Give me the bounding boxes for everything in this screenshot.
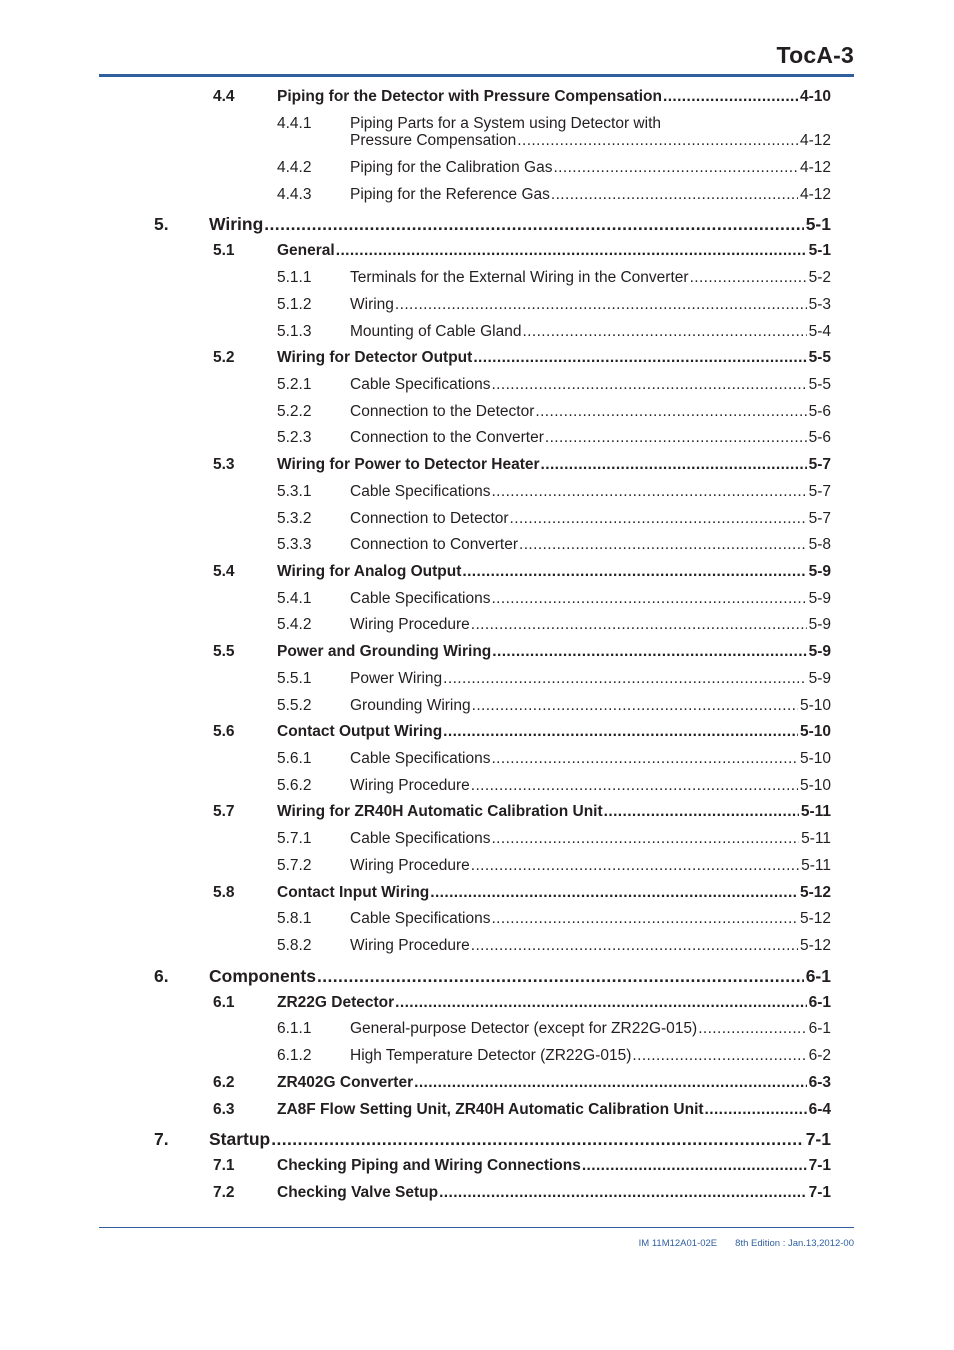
toc-entry-title: Wiring for Analog Output (277, 563, 462, 580)
toc-entry-number: 5.2 (213, 349, 235, 366)
toc-entry-number: 7.1 (213, 1157, 235, 1174)
toc-entry-number: 5.6.1 (277, 750, 312, 767)
dot-leader (472, 697, 798, 715)
toc-entry-title: Power and Grounding Wiring (277, 643, 492, 660)
toc-entry-page: 5-7 (808, 510, 831, 527)
toc-entry-page: 5-9 (808, 563, 831, 580)
toc-entry-page: 4-12 (799, 159, 831, 176)
toc-entry-title: Cable Specifications (350, 483, 491, 500)
toc-entry-number: 6.2 (213, 1074, 235, 1091)
toc-entry-number: 4.4 (213, 88, 235, 105)
toc-entry-page: 5-1 (805, 214, 831, 234)
dot-leader (336, 242, 807, 260)
toc-entry-level-3[interactable] (350, 750, 831, 768)
toc-entry-number: 5.3 (213, 456, 235, 473)
toc-entry-title: Piping for the Calibration Gas (350, 159, 553, 176)
toc-entry-level-3[interactable] (350, 132, 831, 150)
toc-entry-number: 5.1.1 (277, 269, 312, 286)
toc-entry-number: 6.1.2 (277, 1047, 312, 1064)
toc-entry-page: 5-6 (808, 403, 831, 420)
toc-entry-number: 5.7.1 (277, 830, 312, 847)
toc-entry-level-3[interactable] (350, 429, 831, 447)
toc-entry-number: 5.6 (213, 723, 235, 740)
toc-entry-number: 6.1 (213, 994, 235, 1011)
toc-entry-title: Wiring Procedure (350, 937, 470, 954)
dot-leader (492, 643, 806, 661)
toc-entry-page: 6-3 (808, 1074, 831, 1091)
dot-leader (491, 590, 806, 608)
toc-entry-page: 5-3 (808, 296, 831, 313)
toc-entry-page: 5-11 (801, 857, 831, 874)
toc-entry-page: 6-1 (808, 994, 831, 1011)
toc-entry-page: 5-10 (799, 697, 831, 714)
dot-leader (632, 1047, 806, 1065)
toc-entry-title: Checking Valve Setup (277, 1184, 439, 1201)
toc-entry-number: 5.4.1 (277, 590, 312, 607)
dot-leader (264, 214, 803, 235)
toc-entry-level-3[interactable] (350, 1047, 831, 1065)
toc-entry-title: Terminals for the External Wiring in the Converter (350, 269, 689, 286)
toc-entry-level-3[interactable] (350, 483, 831, 501)
toc-entry-title: Piping for the Reference Gas (350, 186, 550, 203)
dot-leader (430, 884, 798, 902)
dot-leader (395, 296, 807, 314)
toc-entry-page: 5-9 (808, 616, 831, 633)
toc-entry-level-2[interactable] (277, 1074, 831, 1092)
dot-leader (545, 429, 807, 447)
toc-entry-level-3[interactable] (350, 510, 831, 528)
toc-entry-page: 4-12 (799, 186, 831, 203)
toc-entry-page: 5-4 (808, 323, 831, 340)
toc-entry-title: Power Wiring (350, 670, 443, 687)
toc-entry-level-1[interactable] (209, 214, 831, 235)
toc-entry-title: Wiring (209, 214, 264, 234)
toc-entry-page: 5-9 (808, 590, 831, 607)
toc-entry-page: 7-1 (805, 1129, 831, 1149)
toc-entry-level-2[interactable] (277, 803, 831, 821)
toc-entry-page: 6-1 (805, 966, 831, 986)
toc-entry-page: 5-7 (808, 456, 831, 473)
toc-entry-title: ZR402G Converter (277, 1074, 414, 1091)
toc-entry-title: Wiring (350, 296, 394, 313)
toc-entry-level-3[interactable] (350, 323, 831, 341)
toc-entry-page: 6-2 (808, 1047, 831, 1064)
dot-leader (462, 563, 806, 581)
dot-leader (491, 483, 806, 501)
toc-entry-number: 5.4.2 (277, 616, 312, 633)
toc-entry-level-3[interactable] (350, 296, 831, 314)
toc-entry-title: Wiring Procedure (350, 616, 470, 633)
toc-entry-page: 5-9 (808, 670, 831, 687)
toc-entry-number: 5.1.2 (277, 296, 312, 313)
toc-entry-page: 5-12 (799, 884, 831, 901)
toc-entry-level-3[interactable] (350, 670, 831, 688)
dot-leader (510, 510, 807, 528)
toc-entry-page: 6-1 (808, 1020, 831, 1037)
toc-entry-number: 4.4.3 (277, 186, 312, 203)
toc-entry-number: 5.5.2 (277, 697, 312, 714)
dot-leader (443, 670, 806, 688)
dot-leader (439, 1184, 807, 1202)
dot-leader (473, 349, 806, 367)
toc-entry-page: 5-6 (808, 429, 831, 446)
toc-entry-page: 5-5 (808, 349, 831, 366)
toc-entry-level-3[interactable] (350, 376, 831, 394)
dot-leader (471, 857, 799, 875)
toc-entry-page: 6-4 (808, 1101, 831, 1118)
toc-entry-title: Piping for the Detector with Pressure Compensation (277, 88, 662, 105)
toc-entry-number: 6. (154, 966, 169, 986)
toc-entry-number: 5.1.3 (277, 323, 312, 340)
dot-leader (395, 994, 806, 1012)
toc-entry-number: 4.4.2 (277, 159, 312, 176)
toc-entry-level-1[interactable] (209, 966, 831, 987)
toc-entry-level-2[interactable] (277, 1184, 831, 1202)
toc-entry-title: Checking Piping and Wiring Connections (277, 1157, 581, 1174)
toc-entry-level-2[interactable] (277, 349, 831, 367)
dot-leader (414, 1074, 806, 1092)
toc-entry-number: 6.3 (213, 1101, 235, 1118)
dot-leader (519, 536, 807, 554)
toc-entry-title: Cable Specifications (350, 910, 491, 927)
dot-leader (491, 376, 806, 394)
toc-entry-number: 5.3.2 (277, 510, 312, 527)
toc-entry-number: 5.6.2 (277, 777, 312, 794)
toc-entry-page: 5-1 (808, 242, 831, 259)
toc-entry-title: Connection to Detector (350, 510, 509, 527)
toc-entry-number: 5.5 (213, 643, 235, 660)
toc-entry-number: 5. (154, 214, 169, 234)
toc-entry-page: 5-7 (808, 483, 831, 500)
toc-entry-level-3[interactable] (350, 590, 831, 608)
toc-entry-number: 5.8 (213, 884, 235, 901)
toc-entry-number: 6.1.1 (277, 1020, 312, 1037)
page-id: TocA-3 (776, 42, 854, 68)
toc-entry-title: Connection to Converter (350, 536, 519, 553)
dot-leader (698, 1020, 806, 1038)
toc-entry-level-2[interactable] (277, 242, 831, 260)
dot-leader (517, 132, 798, 150)
dot-leader (551, 186, 798, 204)
toc-entry-level-3[interactable] (350, 937, 831, 955)
dot-leader (471, 777, 798, 795)
toc-entry-page: 7-1 (808, 1157, 831, 1174)
dot-leader (271, 1129, 803, 1150)
toc-entry-number: 5.3.1 (277, 483, 312, 500)
toc-entry-page: 5-11 (801, 830, 831, 847)
toc-entry-number: 5.1 (213, 242, 235, 259)
toc-entry-number: 5.7.2 (277, 857, 312, 874)
toc-entry-title: Startup (209, 1129, 271, 1149)
toc-entry-page: 4-12 (799, 132, 831, 149)
dot-leader (553, 159, 798, 177)
dot-leader (582, 1157, 807, 1175)
footer-edition: 8th Edition : Jan.13,2012-00 (735, 1238, 854, 1249)
toc-entry-page: 5-12 (799, 937, 831, 954)
dot-leader (663, 88, 798, 106)
toc-entry-title: Contact Output Wiring (277, 723, 443, 740)
toc-entry-number: 5.2.2 (277, 403, 312, 420)
toc-entry-level-3[interactable] (350, 830, 831, 848)
toc-entry-page: 5-8 (808, 536, 831, 553)
toc-entry-title: Pressure Compensation (350, 132, 517, 149)
toc-entry-level-2[interactable] (277, 456, 831, 474)
dot-leader (705, 1101, 807, 1119)
dot-leader (522, 323, 806, 341)
toc-entry-level-3[interactable] (350, 777, 831, 795)
toc-entry-title: Grounding Wiring (350, 697, 471, 714)
toc-entry-title: Wiring Procedure (350, 777, 470, 794)
toc-entry-title: High Temperature Detector (ZR22G-015) (350, 1047, 632, 1064)
toc-entry-number: 5.8.1 (277, 910, 312, 927)
toc-entry-level-3[interactable] (350, 616, 831, 634)
toc-entry-title: Connection to the Detector (350, 403, 535, 420)
toc-entry-number: 5.4 (213, 563, 235, 580)
toc-entry-page: 5-5 (808, 376, 831, 393)
footer-rule (99, 1227, 854, 1228)
toc-entry-level-1[interactable] (209, 1129, 831, 1150)
toc-entry-level-2[interactable] (277, 884, 831, 902)
toc-entry-page: 5-10 (799, 777, 831, 794)
toc-entry-page: 4-10 (799, 88, 831, 105)
toc-entry-title: ZR22G Detector (277, 994, 395, 1011)
toc-entry-level-3[interactable] (350, 186, 831, 204)
toc-entry-title: Connection to the Converter (350, 429, 544, 446)
toc-entry-title-line1: Piping Parts for a System using Detector with (350, 115, 661, 132)
dot-leader (491, 830, 799, 848)
toc-entry-number: 5.2.3 (277, 429, 312, 446)
toc-entry-title: Cable Specifications (350, 376, 491, 393)
toc-entry-title: Wiring for ZR40H Automatic Calibration Unit (277, 803, 603, 820)
toc-entry-number: 5.5.1 (277, 670, 312, 687)
toc-entry-page: 5-10 (799, 750, 831, 767)
toc-entry-title: Wiring for Power to Detector Heater (277, 456, 540, 473)
toc-entry-title: Cable Specifications (350, 830, 491, 847)
toc-entry-level-3[interactable] (350, 536, 831, 554)
toc-entry-level-2[interactable] (277, 563, 831, 581)
toc-entry-title: Wiring Procedure (350, 857, 470, 874)
toc-entry-level-2[interactable] (277, 88, 831, 106)
toc-entry-title: Wiring for Detector Output (277, 349, 473, 366)
toc-entry-title: General (277, 242, 335, 259)
dot-leader (604, 803, 799, 821)
toc-entry-level-2[interactable] (277, 994, 831, 1012)
footer-doc-id: IM 11M12A01-02E (638, 1238, 718, 1249)
dot-leader (535, 403, 806, 421)
toc-entry-title: Mounting of Cable Gland (350, 323, 522, 340)
dot-leader (471, 616, 807, 634)
toc-entry-level-3[interactable] (350, 697, 831, 715)
toc-entry-number: 5.7 (213, 803, 235, 820)
page-footer (621, 1238, 854, 1249)
toc-entry-number: 5.3.3 (277, 536, 312, 553)
toc-entry-page: 5-9 (808, 643, 831, 660)
toc-entry-title: General-purpose Detector (except for ZR22G-015) (350, 1020, 698, 1037)
toc-entry-level-3[interactable] (350, 403, 831, 421)
dot-leader (443, 723, 798, 741)
toc-entry-number: 7. (154, 1129, 169, 1149)
dot-leader (541, 456, 807, 474)
toc-entry-title: ZA8F Flow Setting Unit, ZR40H Automatic Calibration Unit (277, 1101, 704, 1118)
toc-entry-level-3[interactable] (350, 159, 831, 177)
toc-entry-number: 5.8.2 (277, 937, 312, 954)
toc-entry-level-3[interactable] (350, 910, 831, 928)
toc-entry-level-2[interactable] (277, 723, 831, 741)
dot-leader (690, 269, 807, 287)
toc-entry-title: Cable Specifications (350, 750, 491, 767)
dot-leader (471, 937, 798, 955)
toc-entry-level-3[interactable] (350, 269, 831, 287)
toc-entry-level-3[interactable] (350, 1020, 831, 1038)
toc-entry-level-2[interactable] (277, 1157, 831, 1175)
toc-entry-title: Cable Specifications (350, 590, 491, 607)
toc-entry-level-3[interactable] (350, 857, 831, 875)
toc-entry-number: 5.2.1 (277, 376, 312, 393)
toc-entry-number: 7.2 (213, 1184, 235, 1201)
toc-entry-number: 4.4.1 (277, 115, 312, 132)
dot-leader (491, 750, 798, 768)
dot-leader (317, 966, 804, 987)
dot-leader (491, 910, 798, 928)
toc-entry-page: 5-11 (800, 803, 831, 820)
toc-entry-level-2[interactable] (277, 1101, 831, 1119)
toc-entry-page: 7-1 (808, 1184, 831, 1201)
toc-entry-title: Contact Input Wiring (277, 884, 430, 901)
toc-entry-page: 5-10 (799, 723, 831, 740)
toc-entry-title: Components (209, 966, 316, 986)
toc-entry-level-2[interactable] (277, 643, 831, 661)
toc-entry-page: 5-12 (799, 910, 831, 927)
toc-entry-page: 5-2 (808, 269, 831, 286)
page-header (99, 38, 854, 77)
